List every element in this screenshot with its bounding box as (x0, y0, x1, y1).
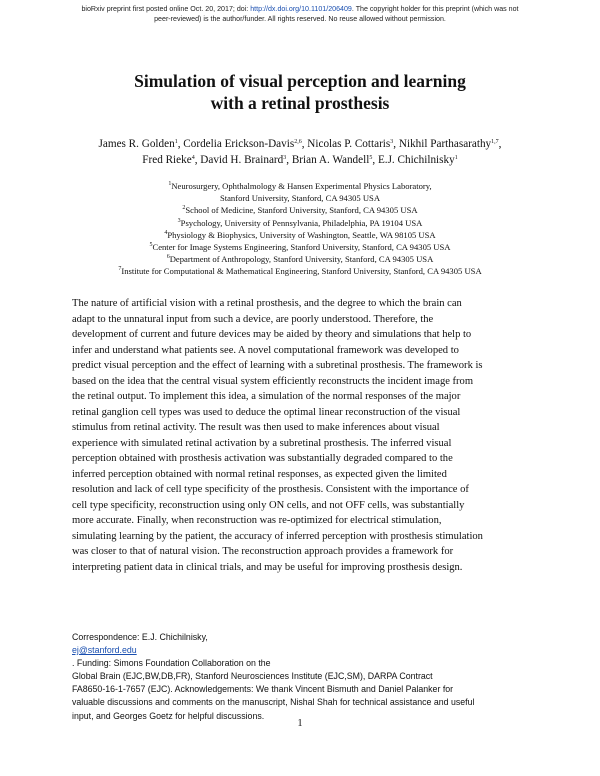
abstract-line: resolution and lack of cell type specificity of the prosthesis. Consistent with the importance of (72, 484, 469, 496)
abstract-line: inferred perception obtained with normal retinal responses, as expected given the limited (72, 468, 447, 480)
correspondence-line: valuable discussions and comments on the manuscript, Nishal Shah for technical assistance and useful (72, 697, 475, 708)
affiliation-line: $^1$Neurosurgery, Ophthalmology & Hansen Experimental Physics Laboratory, (168, 181, 432, 191)
doi-link[interactable]: http://dx.doi.org/10.1101/206409 (250, 5, 352, 13)
abstract-line: the retinal output. To implement this idea, a simulation of the normal responses of the major (72, 391, 461, 403)
affiliation-line: $^5$Center for Image Systems Engineering, Stanford University, Stanford, CA 94305 USA (149, 242, 451, 253)
header-line-2: peer-reviewed) is the author/funder. All rights reserved. No reuse allowed without permission. (154, 14, 446, 23)
email-link[interactable]: ej@stanford.edu (72, 645, 137, 656)
author-list: James R. Golden$^1$, Cordelia Erickson-Davis$^{2,6}$, Nicolas P. Cottaris$^3$, Nikhil Parthasarathy$^{1,7}$, Fred Rieke$^4$, David H. Brainard$^3$, Brian A. Wandell$^5$, E.J. Chichilnisky$^1$ (98, 138, 502, 166)
affiliation-line: $^4$Physiology & Biophysics, University of Washington, Seattle, WA 98105 USA (164, 229, 436, 240)
abstract-line: infer and understand what patients see. A novel computational framework was developed to (72, 344, 459, 356)
abstract-line: simulating learning by the patient, the accuracy of inferred perception with prosthesis stimulation (72, 530, 483, 542)
abstract-line: interpreting patient data in clinical trials, and may be useful for improving prosthesis design. (72, 561, 463, 573)
affiliation-line: $^7$Institute for Computational & Mathematical Engineering, Stanford University, Stanford, CA 94305 USA (118, 266, 482, 277)
affiliation-line: Stanford University, Stanford, CA 94305 USA (219, 193, 381, 204)
abstract-line: based on the idea that the central visual system efficiently reconstructs the incident image from (72, 375, 474, 387)
abstract-line: retinal ganglion cell types was used to deduce the optimal linear reconstruction of the visual (72, 406, 461, 418)
abstract-line: perception obtained with prosthesis activation was substantially degraded compared to the (72, 453, 453, 465)
abstract-line: adapt to the unnatural input from such a device, are poorly understood. Therefore, the (72, 313, 434, 325)
correspondence-line: Global Brain (EJC,BW,DB,FR), Stanford Neurosciences Institute (EJC,SM), DARPA Contract (72, 671, 433, 682)
abstract-line: cell type specificity, reconstruction using only ON cells, and not OFF cells, was substantially (72, 499, 465, 511)
affiliation-line: $^3$Psychology, University of Pennsylvania, Philadelphia, PA 19104 USA (177, 217, 423, 228)
author: James R. Golden$^1$ (98, 138, 178, 150)
affiliation-line: $^2$School of Medicine, Stanford University, Stanford, CA 94305 USA (182, 205, 418, 216)
correspondence-line: input, and Georges Goetz for helpful discussions. (72, 710, 265, 721)
author: David H. Brainard$^3$ (200, 154, 287, 166)
author: Nikhil Parthasarathy$^{1,7}$ (398, 138, 499, 150)
author: E.J. Chichilnisky$^1$ (377, 154, 458, 166)
author: Brian A. Wandell$^5$ (291, 154, 373, 166)
correspondence (72, 631, 542, 723)
affiliations (0, 180, 600, 278)
abstract-line: experience with simulated retinal activation by a subretinal prosthesis. The inferred visual (72, 437, 452, 449)
author: Nicolas P. Cottaris$^3$ (307, 138, 394, 150)
page-number: 1 (297, 718, 303, 729)
author: Fred Rieke$^4$ (142, 154, 195, 166)
correspondence-line: Correspondence: E.J. Chichilnisky, ej@stanford.edu . Funding: Simons Foundation Collaboration on the (72, 632, 271, 669)
abstract-line: more accurate. Finally, when reconstruction was re-optimized for electrical stimulation, (72, 515, 442, 527)
abstract-line: predict visual perception and the effect of learning with a subretinal prosthesis. The framework is (72, 360, 483, 372)
correspondence-line: FA8650-16-1-7657 (EJC). Acknowledgements: We thank Vincent Bismuth and Daniel Palanker for (72, 684, 454, 695)
abstract (72, 296, 534, 575)
preprint-header (0, 5, 600, 24)
abstract-line: was closer to that of natural vision. The reconstruction approach provides a framework for (72, 546, 454, 558)
abstract-line: stimulus from retinal activity. The result was then used to make inferences about visual (72, 422, 440, 434)
author: Cordelia Erickson-Davis$^{2,6}$ (183, 138, 302, 150)
affiliation-line: $^6$Department of Anthropology, Stanford University, Stanford, CA 94305 USA (166, 254, 434, 265)
header-line-1: bioRxiv preprint first posted online Oct. 20, 2017; doi: http://dx.doi.org/10.1101/206409. The copyright holder for this preprint (which was not (81, 5, 519, 13)
abstract-line: The nature of artificial vision with a retinal prosthesis, and the degree to which the brain can (72, 298, 462, 309)
paper-title: Simulation of visual perception and learning with a retinal prosthesis (134, 71, 466, 113)
abstract-line: development of current and future devices may be aided by theory and simulations that help to (72, 329, 472, 341)
